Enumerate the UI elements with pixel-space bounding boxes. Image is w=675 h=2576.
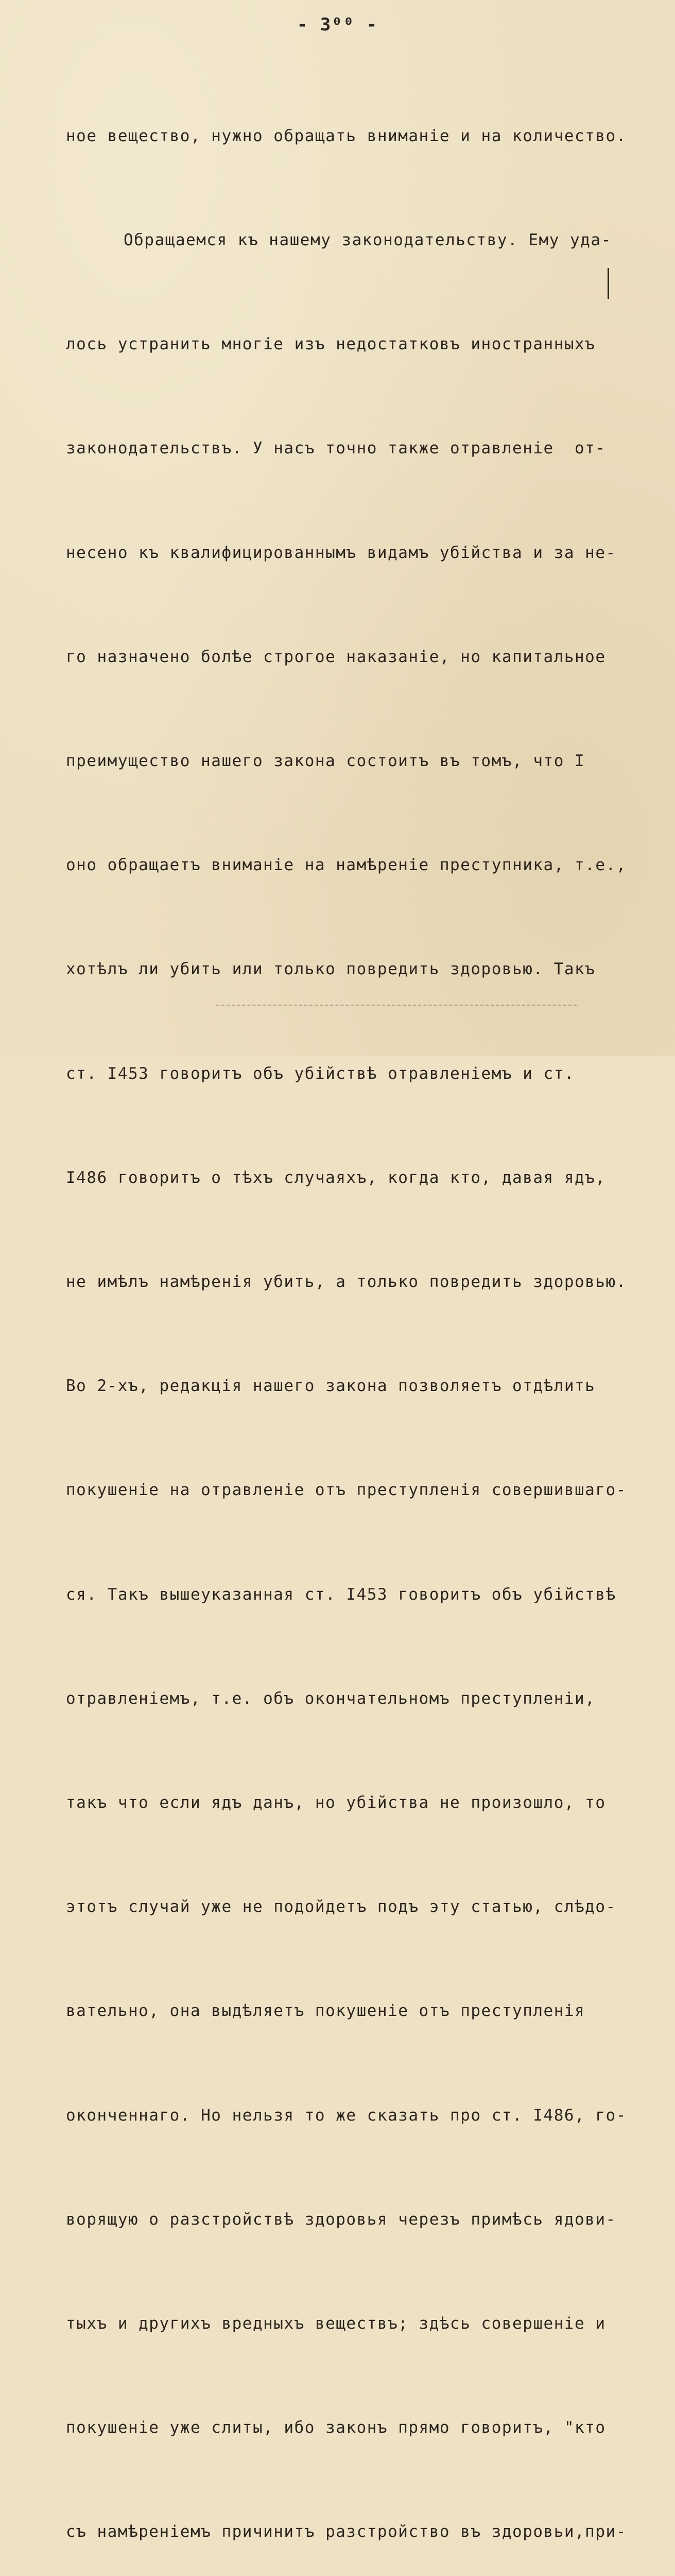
- text-line: съ намѣреніемъ причинитъ разстройство въ здоровьи,при-: [66, 2522, 627, 2541]
- document-body: [66, 49, 648, 2576]
- text-line: ворящую о разстройствѣ здоровья черезъ примѣсь ядови-: [66, 2210, 616, 2229]
- text-line: го назначено болѣе строгое наказаніе, но капитальное: [66, 647, 606, 666]
- text-line: I486 говоритъ о тѣхъ случаяхъ, когда кто, давая ядъ,: [66, 1168, 606, 1187]
- text-line: оконченнаго. Но нельзя то же сказать про ст. I486, го-: [66, 2106, 627, 2125]
- text-line: Во 2-хъ, редакція нашего закона позволяетъ отдѣлить: [66, 1377, 596, 1396]
- text-line: ст. I453 говоритъ объ убійствѣ отравленіемъ и ст.: [66, 1064, 575, 1083]
- text-line: оно обращаетъ вниманіе на намѣреніе преступника, т.е.,: [66, 856, 627, 875]
- page-edge-rule: [216, 1005, 577, 1006]
- margin-mark: [608, 268, 609, 299]
- text-line: такъ что если ядъ данъ, но убійства не произошло, то: [66, 1793, 606, 1812]
- text-line: ное вещество, нужно обращать вниманіе и на количество.: [66, 126, 627, 145]
- text-line: Обращаемся къ нашему законодательству. Ему уда-: [124, 231, 612, 250]
- text-line: преимущество нашего закона состоитъ въ томъ, что I: [66, 752, 585, 771]
- text-line: покушеніе на отравленіе отъ преступленія совершившаго-: [66, 1481, 627, 1500]
- text-line: не имѣлъ намѣренія убить, а только повредить здоровью.: [66, 1273, 627, 1292]
- text-line: этотъ случай уже не подойдетъ подъ эту статью, слѣдо-: [66, 1897, 616, 1917]
- text-line: вательно, она выдѣляетъ покушеніе отъ преступленія: [66, 2002, 585, 2021]
- text-line: тыхъ и другихъ вредныхъ веществъ; здѣсь совершеніе и: [66, 2314, 606, 2333]
- text-line: отравленіемъ, т.е. объ окончательномъ преступленіи,: [66, 1689, 596, 1708]
- text-line: хотѣлъ ли убить или только повредить здоровью. Такъ: [66, 960, 596, 979]
- page-number: - 3⁰⁰ -: [297, 14, 378, 35]
- text-line: покушеніе уже слиты, ибо законъ прямо говоритъ, "кто: [66, 2418, 606, 2437]
- text-line: ся. Такъ вышеуказанная ст. I453 говоритъ объ убійствѣ: [66, 1585, 616, 1604]
- text-line: лось устранить многіе изъ недостатковъ иностранныхъ: [66, 335, 596, 354]
- text-line: несено къ квалифицированнымъ видамъ убійства и за не-: [66, 543, 616, 562]
- text-line: законодательствъ. У насъ точно также отравленіе от-: [66, 439, 606, 458]
